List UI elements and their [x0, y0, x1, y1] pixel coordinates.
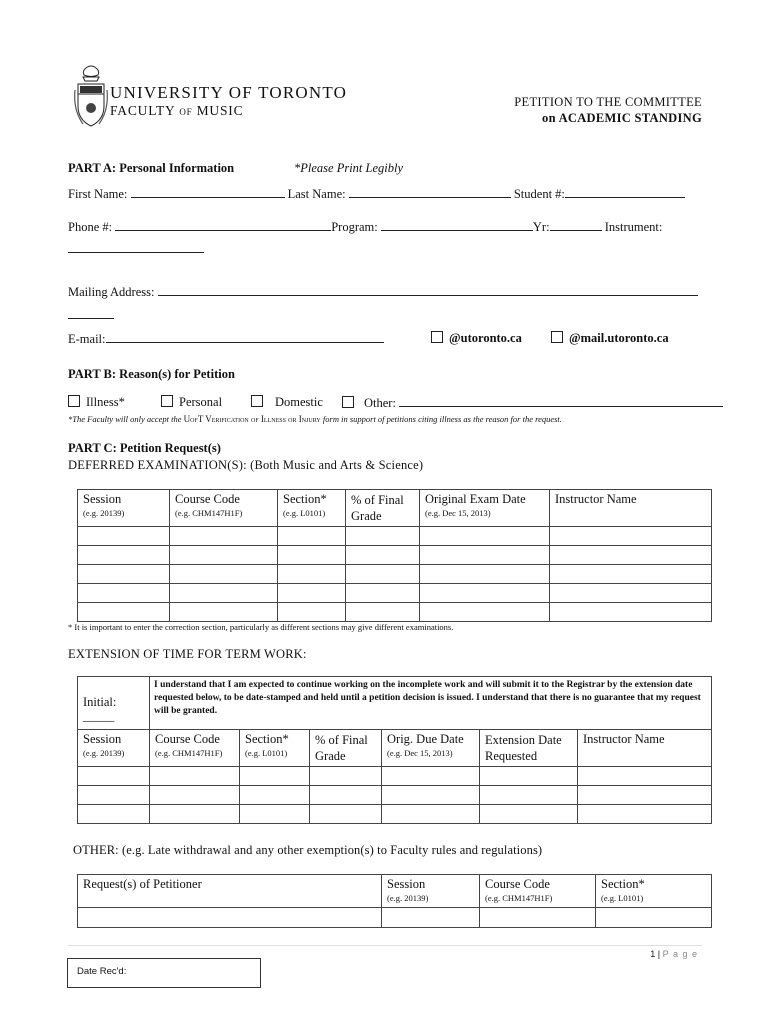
instrument-field[interactable] — [68, 252, 204, 253]
illness-label: Illness* — [86, 395, 125, 409]
page-word: P a g e — [662, 949, 698, 959]
other-header-section: Section* (e.g. L0101) — [596, 875, 712, 908]
cell[interactable] — [78, 908, 382, 928]
phone-row — [68, 219, 662, 235]
cell[interactable] — [420, 603, 550, 622]
cell[interactable] — [550, 546, 712, 565]
cell[interactable] — [278, 603, 346, 622]
cell[interactable] — [596, 908, 712, 928]
student-number-label: Student #: — [513, 187, 565, 201]
extension-header-due-date: Orig. Due Date (e.g. Dec 15, 2013) — [382, 730, 480, 767]
name-row — [68, 186, 685, 202]
cell[interactable] — [310, 786, 382, 805]
part-a-title: : Personal Information — [111, 161, 235, 175]
page-number — [650, 949, 698, 959]
cell[interactable] — [78, 546, 170, 565]
cell[interactable] — [480, 908, 596, 928]
illness-checkbox[interactable] — [68, 395, 80, 407]
utoronto-option[interactable] — [431, 331, 522, 346]
cell[interactable] — [78, 805, 150, 824]
reason-options — [68, 395, 125, 410]
petition-title — [514, 94, 702, 126]
domestic-label: Domestic — [275, 395, 323, 409]
deferred-header-section: Section* (e.g. L0101) — [278, 490, 346, 527]
initial-line: _____ — [83, 709, 115, 723]
utoronto-label: @utoronto.ca — [449, 331, 522, 345]
extension-header-session: Session (e.g. 20139) — [78, 730, 150, 767]
cell[interactable] — [550, 603, 712, 622]
cell[interactable] — [346, 584, 420, 603]
university-name: UNIVERSITY OF TORONTO — [110, 83, 348, 102]
cell[interactable] — [78, 584, 170, 603]
cell[interactable] — [150, 805, 240, 824]
petition-title-line1: PETITION TO THE COMMITTEE — [514, 95, 702, 109]
cell[interactable] — [480, 767, 578, 786]
first-name-field[interactable] — [131, 186, 285, 198]
cell[interactable] — [170, 603, 278, 622]
program-field[interactable] — [381, 219, 533, 231]
cell[interactable] — [382, 805, 480, 824]
deferred-header-course: Course Code (e.g. CHM147H1F) — [170, 490, 278, 527]
reason-other[interactable] — [342, 395, 723, 411]
part-c-title: : Petition Request(s) — [112, 441, 221, 455]
cell[interactable] — [78, 527, 170, 546]
cell[interactable] — [480, 805, 578, 824]
initial-label: Initial: — [83, 695, 117, 709]
university-crest-logo — [74, 64, 108, 132]
table-row — [78, 767, 712, 786]
cell[interactable] — [278, 546, 346, 565]
other-header-request: Request(s) of Petitioner — [78, 875, 382, 908]
table-row — [78, 805, 712, 824]
cell[interactable] — [278, 584, 346, 603]
cell[interactable] — [578, 786, 712, 805]
table-row — [78, 786, 712, 805]
cell[interactable] — [310, 805, 382, 824]
page-number-value: 1 — [650, 949, 656, 959]
mailing-address-field[interactable] — [158, 284, 698, 296]
music-word: MUSIC — [196, 103, 244, 118]
table-row — [78, 603, 712, 622]
cell[interactable] — [346, 546, 420, 565]
cell[interactable] — [150, 786, 240, 805]
last-name-label: Last Name: — [287, 187, 346, 201]
cell[interactable] — [310, 767, 382, 786]
cell[interactable] — [278, 527, 346, 546]
deferred-exam-table — [77, 489, 712, 622]
mail-utoronto-checkbox[interactable] — [551, 331, 563, 343]
reason-domestic[interactable] — [251, 395, 323, 410]
cell[interactable] — [578, 805, 712, 824]
illness-note — [68, 414, 562, 424]
cell[interactable] — [240, 786, 310, 805]
extension-statement-row — [78, 677, 712, 730]
extension-header-instructor: Instructor Name — [578, 730, 712, 767]
other-request-table — [77, 874, 712, 928]
reason-illness[interactable] — [68, 395, 125, 409]
footer-divider — [68, 945, 702, 946]
other-header-row — [78, 875, 712, 908]
part-b-heading: PART B: Reason(s) for Petition — [68, 367, 235, 381]
date-received-box[interactable] — [67, 958, 261, 988]
cell[interactable] — [346, 603, 420, 622]
illness-note-form: UofT Verification of Illness or Injury — [183, 414, 321, 424]
table-row — [78, 546, 712, 565]
table-row — [78, 565, 712, 584]
cell[interactable] — [150, 767, 240, 786]
cell[interactable] — [420, 584, 550, 603]
cell[interactable] — [78, 603, 170, 622]
faculty-name — [110, 103, 243, 120]
page-number-sep: | — [657, 949, 661, 959]
cell[interactable] — [278, 565, 346, 584]
deferred-header-instructor: Instructor Name — [550, 490, 712, 527]
deferred-header-exam-date: Original Exam Date (e.g. Dec 15, 2013) — [420, 490, 550, 527]
other-title: OTHER: (e.g. Late withdrawal and any other exemption(s) to Faculty rules and regulations) — [73, 843, 543, 857]
other-checkbox[interactable] — [342, 396, 354, 408]
cell[interactable] — [78, 565, 170, 584]
cell[interactable] — [240, 767, 310, 786]
program-label: Program: — [331, 220, 378, 234]
extension-title: EXTENSION OF TIME FOR TERM WORK: — [68, 647, 307, 661]
cell[interactable] — [382, 786, 480, 805]
other-header-session: Session (e.g. 20139) — [382, 875, 480, 908]
mailing-address-field-cont[interactable] — [68, 318, 114, 319]
phone-field[interactable] — [115, 219, 331, 231]
phone-label: Phone #: — [68, 220, 113, 234]
date-received-label: Date Rec'd: — [77, 966, 127, 977]
faculty-of-word: OF — [179, 107, 193, 117]
extension-statement: I understand that I am expected to continue working on the incomplete work and will submit it to the Registrar by the extension date requested below, to be date-stamped and held until a petition decision is issued. I understand that there is no guarantee that my request will be granted. — [150, 677, 712, 730]
extension-header-row — [78, 730, 712, 767]
table-row — [78, 584, 712, 603]
other-reason-field[interactable] — [399, 395, 723, 407]
extension-table — [77, 676, 712, 824]
cell[interactable] — [550, 527, 712, 546]
cell[interactable] — [382, 908, 480, 928]
section-note: * It is important to enter the correction section, particularly as different sections may give different examinations. — [68, 622, 454, 632]
cell[interactable] — [170, 584, 278, 603]
cell[interactable] — [578, 767, 712, 786]
part-a-heading — [68, 161, 234, 176]
deferred-header-session: Session (e.g. 20139) — [78, 490, 170, 527]
email-label: E-mail: — [68, 332, 106, 346]
print-legibly-note: *Please Print Legibly — [294, 161, 404, 175]
email-row — [68, 331, 384, 347]
personal-label: Personal — [179, 395, 223, 409]
mailing-row — [68, 284, 698, 300]
table-row — [78, 908, 712, 928]
mail-utoronto-label: @mail.utoronto.ca — [569, 331, 669, 345]
year-label: Yr: — [532, 220, 550, 234]
cell[interactable] — [480, 786, 578, 805]
cell[interactable] — [240, 805, 310, 824]
cell[interactable] — [420, 527, 550, 546]
email-field[interactable] — [106, 331, 384, 343]
last-name-field[interactable] — [349, 186, 511, 198]
deferred-header-grade: % of Final Grade — [346, 490, 420, 527]
reason-personal[interactable] — [161, 395, 222, 410]
illness-note-a: *The Faculty will only accept the — [68, 414, 184, 424]
extension-header-grade: % of Final Grade — [310, 730, 382, 767]
faculty-word: FACULTY — [110, 103, 176, 118]
cell[interactable] — [420, 565, 550, 584]
part-c-heading — [68, 441, 221, 456]
cell[interactable] — [420, 546, 550, 565]
first-name-label: First Name: — [68, 187, 128, 201]
instrument-label: Instrument: — [604, 220, 663, 234]
personal-checkbox[interactable] — [161, 395, 173, 407]
year-field[interactable] — [550, 219, 602, 231]
mailing-address-label: Mailing Address: — [68, 285, 155, 299]
cell[interactable] — [382, 767, 480, 786]
deferred-exam-title: DEFERRED EXAMINATION(S): (Both Music and Arts & Science) — [68, 458, 424, 472]
table-row — [78, 527, 712, 546]
cell[interactable] — [346, 565, 420, 584]
cell[interactable] — [78, 767, 150, 786]
cell[interactable] — [346, 527, 420, 546]
illness-note-c: form in support of petitions citing illness as the reason for the request. — [320, 414, 562, 424]
cell[interactable] — [550, 565, 712, 584]
part-c-label: PART C — [68, 441, 113, 455]
cell[interactable] — [170, 546, 278, 565]
extension-header-section: Section* (e.g. L0101) — [240, 730, 310, 767]
domestic-checkbox[interactable] — [251, 395, 263, 407]
mail-utoronto-option[interactable] — [551, 331, 669, 346]
cell[interactable] — [78, 786, 150, 805]
extension-header-extension-date: Extension Date Requested — [480, 730, 578, 767]
initial-cell[interactable] — [78, 677, 150, 730]
petition-title-line2: on ACADEMIC STANDING — [542, 111, 702, 125]
cell[interactable] — [550, 584, 712, 603]
cell[interactable] — [170, 565, 278, 584]
other-header-course: Course Code (e.g. CHM147H1F) — [480, 875, 596, 908]
deferred-header-row — [78, 490, 712, 527]
utoronto-checkbox[interactable] — [431, 331, 443, 343]
other-label: Other: — [364, 396, 396, 410]
cell[interactable] — [170, 527, 278, 546]
part-a-label: PART A — [68, 161, 112, 175]
student-number-field[interactable] — [565, 186, 685, 198]
extension-header-course: Course Code (e.g. CHM147H1F) — [150, 730, 240, 767]
